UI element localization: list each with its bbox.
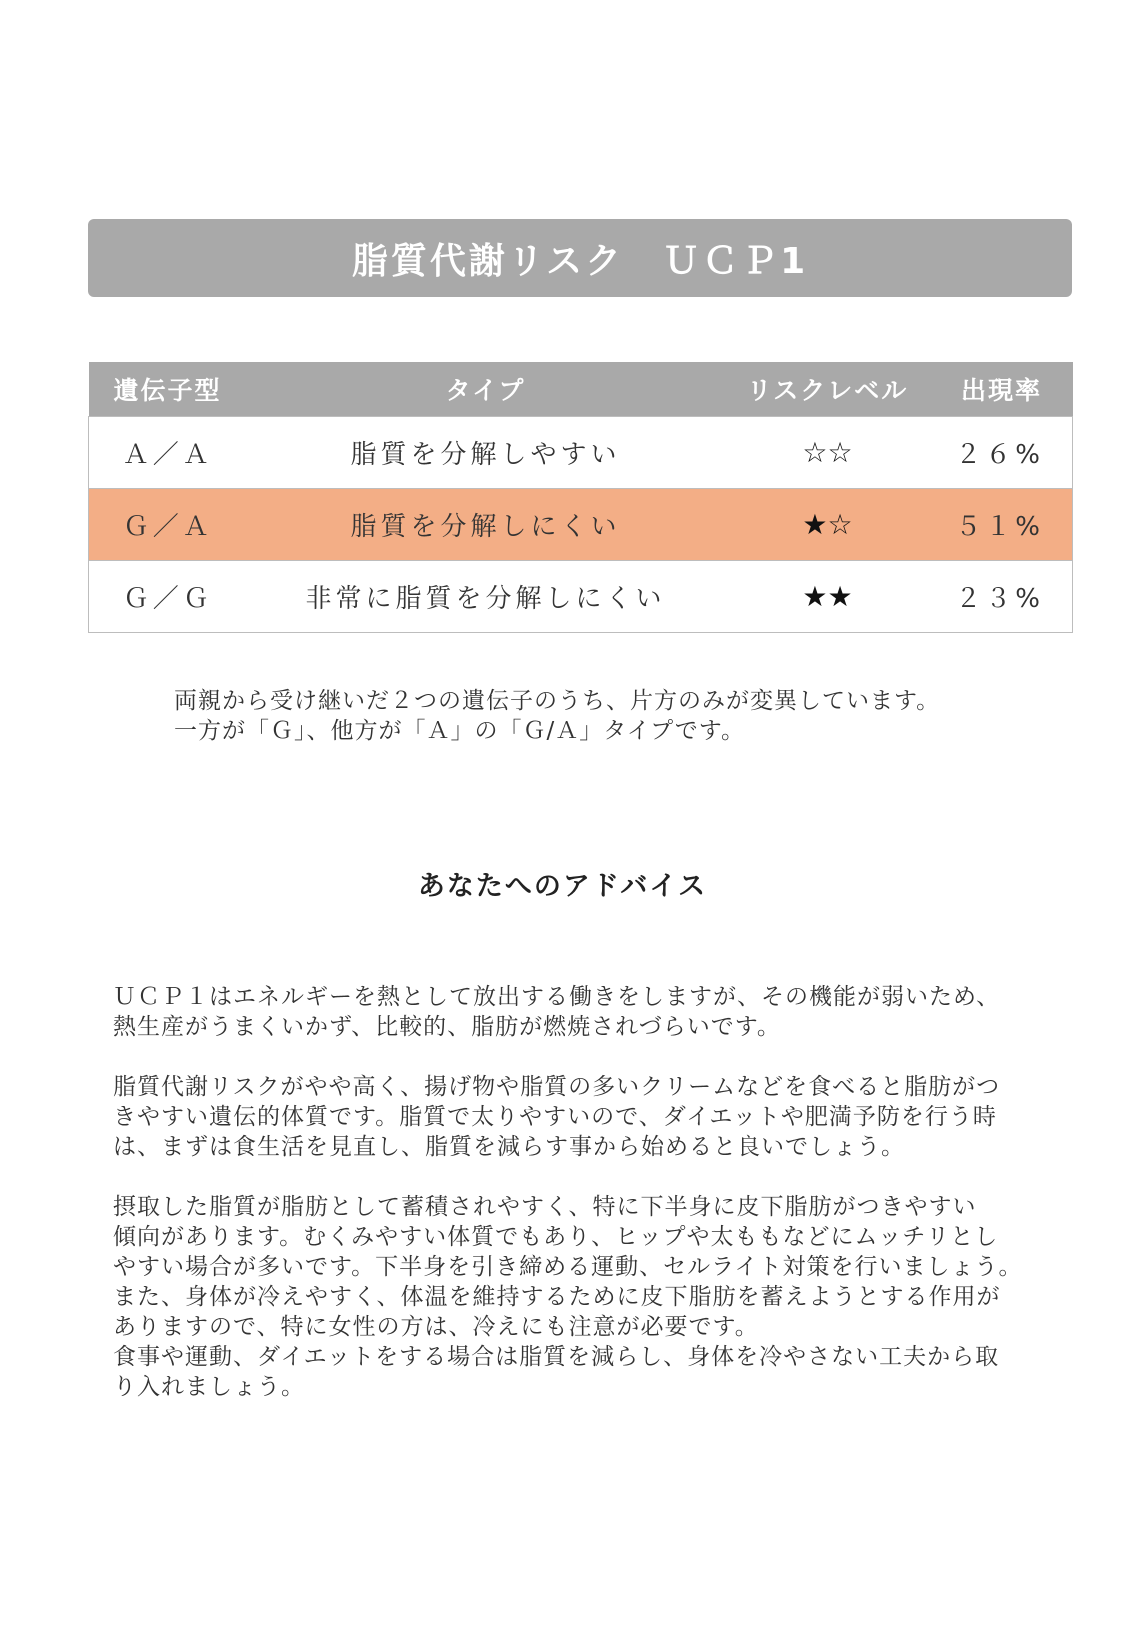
advice-heading: あなたへのアドバイス — [417, 871, 708, 902]
genotype-cell: Ｇ／Ａ — [89, 489, 247, 561]
explanation-line: 一方が「Ｇ」、他方が「Ａ」の「Ｇ/Ａ」タイプです。 — [174, 718, 745, 744]
genotype-table — [88, 362, 1073, 633]
genotype-cell: Ｇ／Ｇ — [89, 561, 247, 633]
advice-line: きやすい遺伝的体質です。脂質で太りやすいので、ダイエットや肥満予防を行う時 — [113, 1104, 997, 1130]
rate-cell: ５１% — [931, 489, 1073, 561]
advice-line: やすい場合が多いです。下半身を引き締める運動、セルライト対策を行いましょう。 — [113, 1254, 1023, 1280]
risk-stars: ☆☆ — [725, 417, 931, 489]
advice-paragraph — [113, 982, 1073, 1042]
header-genotype: 遺伝子型 — [89, 362, 247, 417]
risk-stars: ★★ — [725, 561, 931, 633]
header-occurrence-rate: 出現率 — [931, 362, 1073, 417]
advice-line: 熱生産がうまくいかず、比較的、脂肪が燃焼されづらいです。 — [113, 1014, 781, 1040]
page-title: 脂質代謝リスク ＵＣＰ1 — [88, 219, 1072, 297]
advice-line: ＵＣＰ１はエネルギーを熱として放出する働きをしますが、その機能が弱いため、 — [113, 984, 1001, 1010]
type-cell: 非常に脂質を分解しにくい — [247, 561, 725, 633]
advice-line: 摂取した脂質が脂肪として蓄積されやすく、特に下半身に皮下脂肪がつきやすい — [113, 1194, 977, 1220]
advice-line: また、身体が冷えやすく、体温を維持するために皮下脂肪を蓄えようとする作用が — [113, 1284, 1001, 1310]
type-cell: 脂質を分解しやすい — [247, 417, 725, 489]
advice-line: 食事や運動、ダイエットをする場合は脂質を減らし、身体を冷やさない工夫から取 — [113, 1344, 1000, 1370]
advice-line: 脂質代謝リスクがやや高く、揚げ物や脂質の多いクリームなどを食べると脂肪がつ — [113, 1074, 1001, 1100]
header-type: タイプ — [247, 362, 725, 417]
advice-paragraph — [113, 1192, 1073, 1402]
table-row — [89, 417, 1073, 489]
genotype-cell: Ａ／Ａ — [89, 417, 247, 489]
table-row — [89, 561, 1073, 633]
table-header-row — [89, 362, 1073, 417]
type-cell: 脂質を分解しにくい — [247, 489, 725, 561]
advice-line: は、まずは食生活を見直し、脂質を減らす事から始めると良いでしょう。 — [113, 1134, 905, 1160]
rate-cell: ２６% — [931, 417, 1073, 489]
advice-line: り入れましょう。 — [113, 1374, 305, 1400]
table-row-highlighted — [89, 489, 1073, 561]
advice-paragraph — [113, 1072, 1073, 1162]
advice-line: 傾向があります。むくみやすい体質でもあり、ヒップや太ももなどにムッチリとし — [113, 1224, 999, 1250]
advice-line: ありますので、特に女性の方は、冷えにも注意が必要です。 — [113, 1314, 759, 1340]
rate-cell: ２３% — [931, 561, 1073, 633]
header-risk-level: リスクレベル — [725, 362, 931, 417]
advice-body — [113, 982, 1073, 1402]
explanation-line: 両親から受け継いだ２つの遺伝子のうち、片方のみが変異しています。 — [174, 688, 941, 714]
genotype-explanation — [174, 686, 1054, 746]
risk-stars: ★☆ — [725, 489, 931, 561]
